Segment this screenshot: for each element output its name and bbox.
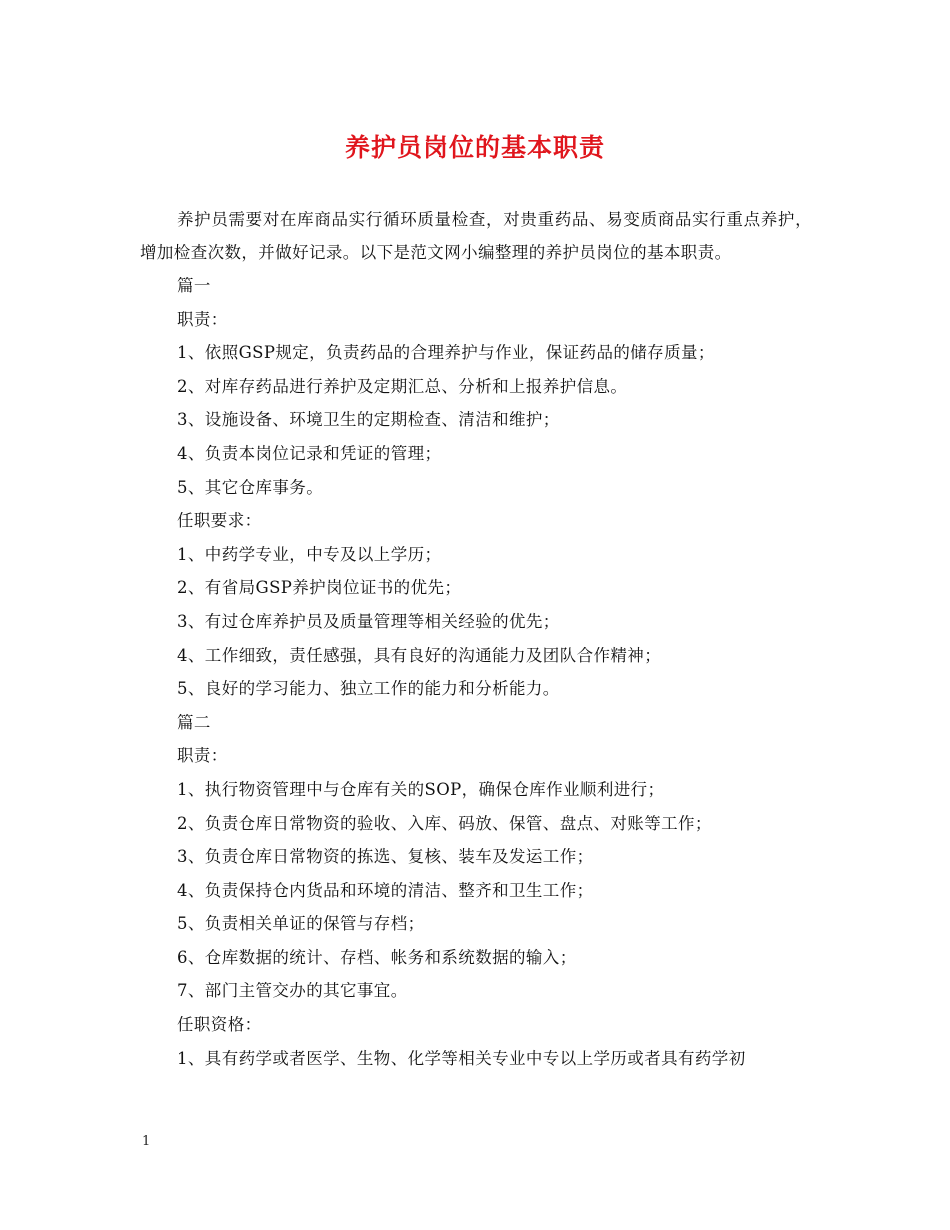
- subsection-heading: 任职资格：: [177, 1015, 262, 1035]
- subsection-heading: 任职要求：: [177, 511, 262, 531]
- subsection-heading: 职责：: [177, 309, 228, 329]
- list-item: 1、依照GSP规定，负责药品的合理养护与作业，保证药品的储存质量；: [177, 343, 715, 363]
- document-title: 养护员岗位的基本职责: [344, 133, 605, 162]
- list-item: 5、良好的学习能力、独立工作的能力和分析能力。: [177, 679, 560, 699]
- list-item: 5、负责相关单证的保管与存档；: [177, 914, 425, 934]
- list-item: 6、仓库数据的统计、存档、帐务和系统数据的输入；: [177, 947, 577, 967]
- list-item: 4、负责保持仓内货品和环境的清洁、整齐和卫生工作；: [177, 880, 594, 900]
- list-item: 3、有过仓库养护员及质量管理等相关经验的优先；: [177, 611, 560, 631]
- list-item: 1、执行物资管理中与仓库有关的SOP，确保仓库作业顺利进行；: [177, 779, 665, 799]
- list-item: 1、中药学专业，中专及以上学历；: [177, 544, 442, 564]
- list-item: 5、其它仓库事务。: [177, 477, 324, 497]
- list-item: 1、具有药学或者医学、生物、化学等相关专业中专以上学历或者具有药学初: [177, 1048, 746, 1068]
- list-item: 3、设施设备、环境卫生的定期检查、清洁和维护；: [177, 410, 560, 430]
- section-heading: 篇一: [177, 276, 211, 295]
- list-item: 3、负责仓库日常物资的拣选、复核、装车及发运工作；: [177, 847, 594, 867]
- document-body: [140, 203, 812, 1075]
- list-item: 2、负责仓库日常物资的验收、入库、码放、保管、盘点、对账等工作；: [177, 813, 712, 833]
- list-item: 4、负责本岗位记录和凭证的管理；: [177, 443, 442, 463]
- page-number: 1: [142, 1134, 151, 1149]
- list-item: 2、对库存药品进行养护及定期汇总、分析和上报养护信息。: [177, 376, 628, 396]
- subsection-heading: 职责：: [177, 746, 228, 766]
- list-item: 2、有省局GSP养护岗位证书的优先；: [177, 578, 462, 598]
- intro-paragraph: 养护员需要对在库商品实行循环质量检查，对贵重药品、易变质商品实行重点养护，增加检查次数，并做好记录。以下是范文网小编整理的养护员岗位的基本职责。: [140, 210, 812, 262]
- list-item: 7、部门主管交办的其它事宜。: [177, 981, 408, 1001]
- section-heading: 篇二: [177, 712, 211, 732]
- list-item: 4、工作细致，责任感强，具有良好的沟通能力及团队合作精神；: [177, 645, 662, 665]
- content-lines: [140, 269, 812, 1075]
